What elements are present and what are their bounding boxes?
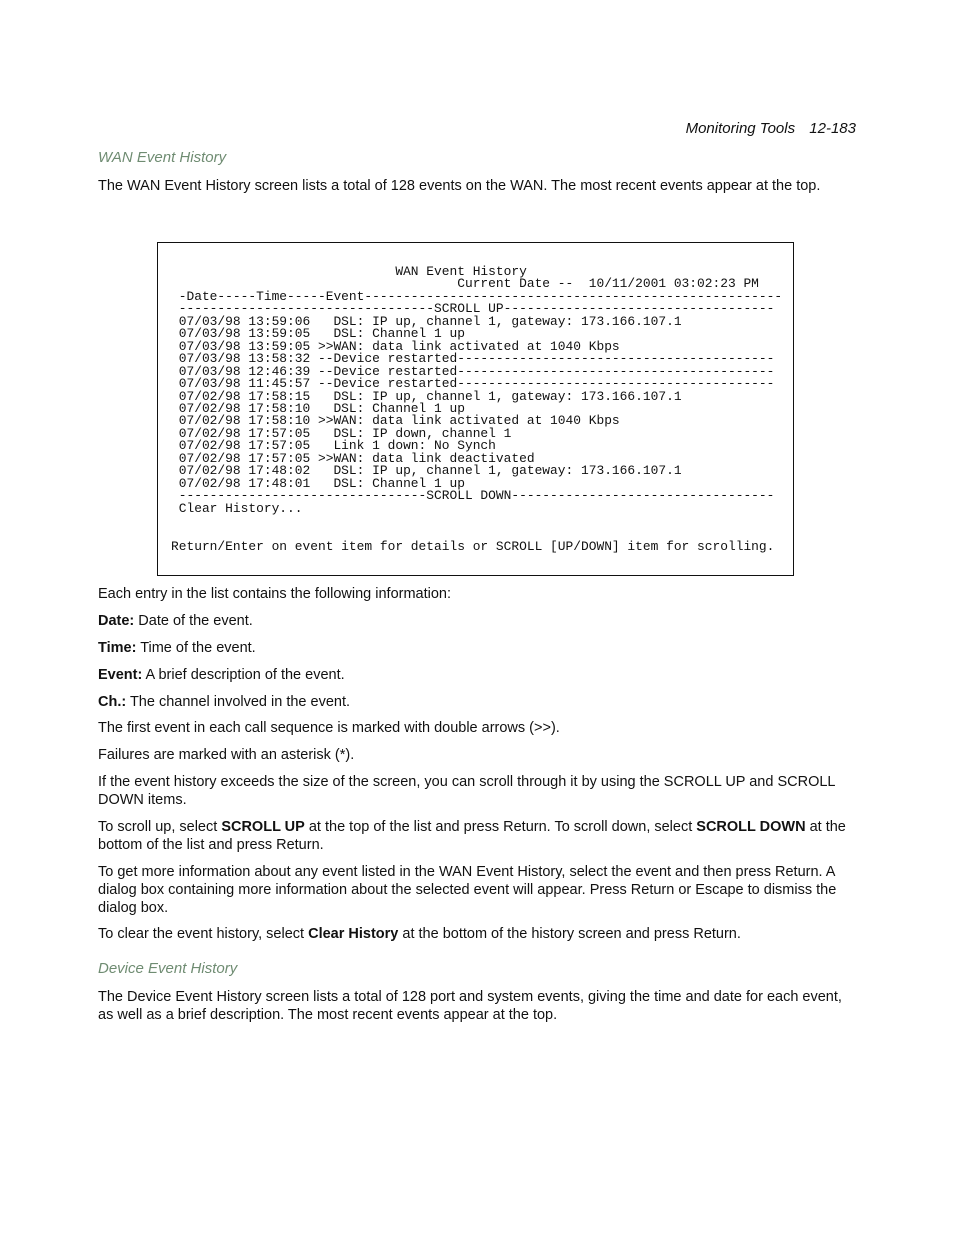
event-row[interactable]: 07/02/98 17:58:10 >>WAN: data link activated at 1040 Kbps: [171, 413, 620, 429]
header-page-number: 12-183: [809, 120, 856, 137]
event-row[interactable]: 07/02/98 17:48:02 DSL: IP up, channel 1, gateway: 173.166.107.1: [171, 463, 682, 479]
screen-current-date: Current Date -- 10/11/2001 03:02:23 PM: [171, 276, 759, 292]
field-desc: The channel involved in the event.: [126, 694, 351, 710]
more-info-paragraph: To get more information about any event listed in the WAN Event History, select the event and then press Return. A dialog box containing more information about the selected event will appear. Press Return or Escape to dismiss the dialog box.: [98, 864, 837, 916]
screen-scroll-up[interactable]: ---------------------------------SCROLL UP-----------------------------------: [171, 301, 775, 317]
first-event-note: The first event in each call sequence is marked with double arrows (>>).: [98, 720, 560, 736]
screen-title: WAN Event History: [171, 264, 527, 279]
device-event-history-heading: Device Event History: [98, 960, 238, 977]
screen-clear-history[interactable]: Clear History...: [171, 500, 303, 516]
terminal-screen: [157, 242, 794, 576]
scroll-text-2: at the top of the list and press Return. To scroll down, select: [304, 819, 697, 835]
scroll-up-term: SCROLL UP: [221, 819, 305, 835]
clear-history-paragraph: [98, 925, 856, 943]
event-row[interactable]: 07/03/98 13:59:05 >>WAN: data link activated at 1040 Kbps: [171, 338, 620, 354]
event-row[interactable]: 07/03/98 13:59:05 DSL: Channel 1 up: [171, 326, 465, 342]
clear-text-1: To clear the event history, select: [98, 926, 309, 942]
field-term: Event:: [98, 667, 143, 683]
event-row[interactable]: 07/02/98 17:57:05 Link 1 down: No Synch: [171, 438, 496, 454]
entries-intro-paragraph: Each entry in the list contains the following information:: [98, 586, 452, 602]
field-term: Date:: [98, 613, 135, 629]
event-row[interactable]: 07/03/98 11:45:57 --Device restarted-----------------------------------------: [171, 376, 775, 392]
screen-footer-hint: Return/Enter on event item for details or SCROLL [UP/DOWN] item for scrolling.: [171, 539, 775, 554]
scroll-info-paragraph: If the event history exceeds the size of the screen, you can scroll through it by using the SCROLL UP and SCROLL DOWN items.: [98, 774, 835, 808]
screen-scroll-down[interactable]: --------------------------------SCROLL DOWN----------------------------------: [171, 488, 775, 504]
wan-intro-paragraph: The WAN Event History screen lists a total of 128 events on the WAN. The most recent events appear at the top.: [98, 178, 821, 194]
screen-column-header: -Date-----Time-----Event------------------------------------------------------: [171, 288, 783, 304]
event-row[interactable]: 07/03/98 12:46:39 --Device restarted-----------------------------------------: [171, 363, 775, 379]
field-desc: Date of the event.: [134, 613, 253, 629]
field-time: [98, 639, 856, 657]
clear-history-term: Clear History: [308, 926, 399, 942]
terminal-screen-text: [171, 266, 782, 515]
event-row[interactable]: 07/03/98 13:59:06 DSL: IP up, channel 1, gateway: 173.166.107.1: [171, 313, 682, 329]
scroll-text-1: To scroll up, select: [98, 819, 222, 835]
field-term: Time:: [98, 640, 137, 656]
clear-text-2: at the bottom of the history screen and press Return.: [398, 926, 741, 942]
field-term: Ch.:: [98, 694, 127, 710]
event-row[interactable]: 07/02/98 17:58:10 DSL: Channel 1 up: [171, 400, 465, 416]
event-row[interactable]: 07/02/98 17:57:05 DSL: IP down, channel 1: [171, 425, 512, 441]
event-row[interactable]: 07/02/98 17:48:01 DSL: Channel 1 up: [171, 475, 465, 491]
header-section-title: Monitoring Tools: [685, 120, 796, 137]
device-intro-paragraph: The Device Event History screen lists a total of 128 port and system events, giving the time and date for each event, as well as a brief description. The most recent events appear at the top.: [98, 989, 842, 1023]
scroll-instructions-paragraph: [98, 818, 856, 854]
scroll-text-3: at the bottom of the list and press Return.: [98, 819, 846, 853]
field-event: [98, 666, 856, 684]
wan-event-history-heading: WAN Event History: [98, 149, 227, 166]
field-date: [98, 612, 856, 630]
failures-note: Failures are marked with an asterisk (*).: [98, 747, 355, 763]
event-row[interactable]: 07/03/98 13:58:32 --Device restarted-----------------------------------------: [171, 351, 775, 367]
scroll-down-term: SCROLL DOWN: [696, 819, 806, 835]
field-desc: Time of the event.: [136, 640, 256, 656]
event-row[interactable]: 07/02/98 17:58:15 DSL: IP up, channel 1, gateway: 173.166.107.1: [171, 388, 682, 404]
field-channel: [98, 693, 856, 711]
running-header: [686, 120, 856, 137]
field-desc: A brief description of the event.: [142, 667, 345, 683]
event-row[interactable]: 07/02/98 17:57:05 >>WAN: data link deactivated: [171, 450, 535, 466]
